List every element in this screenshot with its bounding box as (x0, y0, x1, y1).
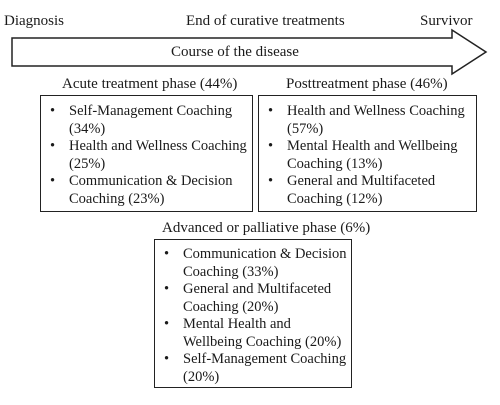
list-item: • Communication & Decision Coaching (23%) (41, 173, 252, 208)
advanced-phase-box (154, 239, 352, 388)
list-item: • Self-Management Coaching (34%) (41, 103, 252, 138)
list-item: • Health and Wellness Coaching (57%) (259, 103, 476, 138)
course-arrow-label: Course of the disease (171, 44, 299, 60)
post-phase-box (258, 95, 477, 212)
post-phase-title: Posttreatment phase (46%) (286, 76, 448, 92)
list-item: • Mental Health and Wellbeing Coaching (20%) (155, 316, 351, 351)
advanced-phase-list (155, 246, 351, 386)
timeline-middle-label: End of curative treatments (186, 13, 345, 29)
list-item: • General and Multifaceted Coaching (12%) (259, 173, 476, 208)
acute-phase-title: Acute treatment phase (44%) (62, 76, 238, 92)
timeline-end-label: Survivor (420, 13, 473, 29)
post-phase-list (259, 103, 476, 208)
timeline-start-label: Diagnosis (4, 13, 64, 29)
acute-phase-box (40, 95, 253, 212)
list-item: • Communication & Decision Coaching (33%) (155, 246, 351, 281)
advanced-phase-title: Advanced or palliative phase (6%) (162, 220, 371, 236)
list-item: • Mental Health and Wellbeing Coaching (13%) (259, 138, 476, 173)
acute-phase-list (41, 103, 252, 208)
list-item: • General and Multifaceted Coaching (20%) (155, 281, 351, 316)
list-item: • Self-Management Coaching (20%) (155, 351, 351, 386)
list-item: • Health and Wellness Coaching (25%) (41, 138, 252, 173)
